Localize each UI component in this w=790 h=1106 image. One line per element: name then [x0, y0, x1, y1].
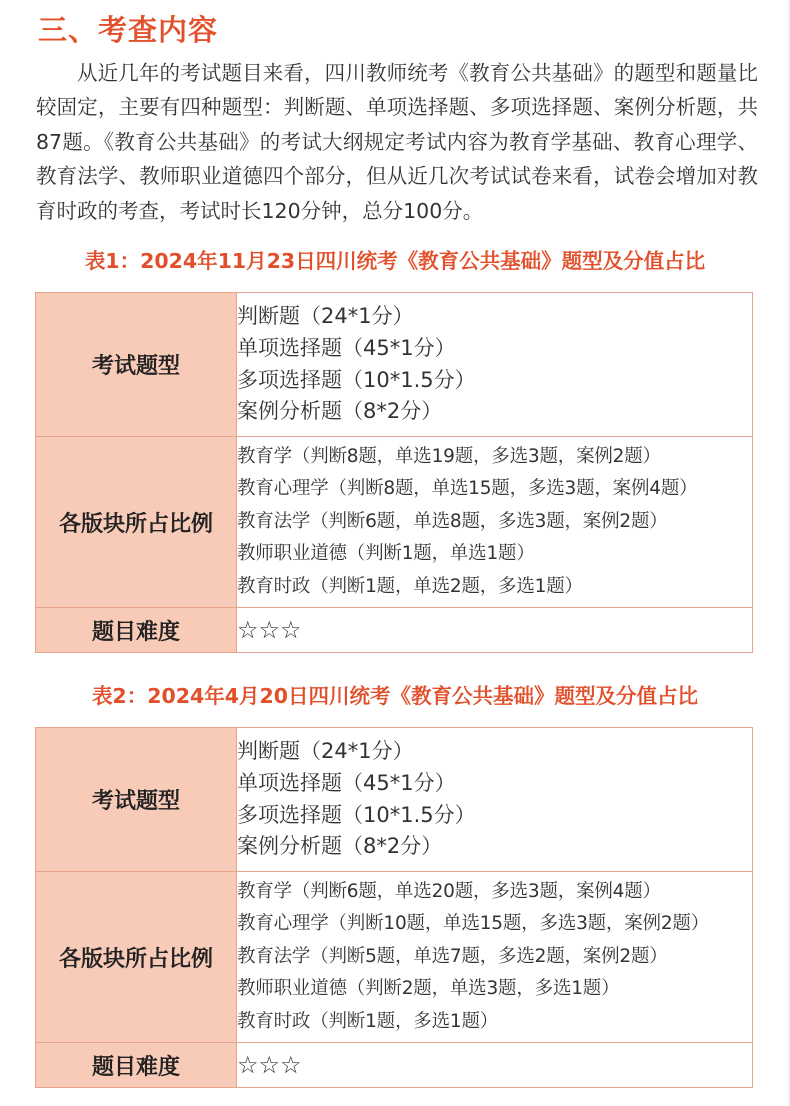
difficulty-stars: ☆☆☆	[237, 1051, 302, 1079]
list-item: 单项选择题（45*1分）	[237, 770, 456, 795]
section-title: 三、考查内容	[38, 13, 219, 47]
row-header-difficulty: 题目难度	[36, 608, 237, 653]
list-item: 判断题（24*1分）	[237, 739, 414, 764]
table-row	[36, 1043, 753, 1088]
question-types-cell	[237, 293, 753, 437]
sections-cell	[237, 437, 753, 608]
list-item: 教育学（判断6题，单选20题，多选3题，案例4题）	[237, 880, 661, 902]
list-item: 教育心理学（判断8题，单选15题，多选3题，案例4题）	[237, 478, 698, 500]
row-header-sections: 各版块所占比例	[36, 872, 237, 1043]
intro-paragraph	[36, 56, 758, 228]
table-2	[35, 727, 753, 1088]
table-2-caption: 表2：2024年4月20日四川统考《教育公共基础》题型及分值占比	[91, 684, 699, 708]
table-1	[35, 292, 753, 653]
difficulty-cell	[237, 1043, 753, 1088]
table-row	[36, 872, 753, 1043]
table-row	[36, 728, 753, 872]
row-header-question-types: 考试题型	[36, 293, 237, 437]
list-item: 判断题（24*1分）	[237, 304, 414, 329]
table-row	[36, 608, 753, 653]
list-item: 案例分析题（8*2分）	[237, 399, 443, 424]
question-types-cell	[237, 728, 753, 872]
list-item: 多项选择题（10*1.5分）	[237, 802, 476, 827]
difficulty-stars: ☆☆☆	[237, 616, 302, 644]
table-row	[36, 437, 753, 608]
difficulty-cell	[237, 608, 753, 653]
list-item: 教师职业道德（判断1题，单选1题）	[237, 543, 535, 565]
row-header-sections: 各版块所占比例	[36, 437, 237, 608]
list-item: 教育时政（判断1题，单选2题，多选1题）	[237, 575, 583, 597]
list-item: 案例分析题（8*2分）	[237, 834, 443, 859]
row-header-difficulty: 题目难度	[36, 1043, 237, 1088]
list-item: 教育法学（判断5题，单选7题，多选2题，案例2题）	[237, 945, 668, 967]
list-item: 多项选择题（10*1.5分）	[237, 367, 476, 392]
list-item: 教育学（判断8题，单选19题，多选3题，案例2题）	[237, 445, 661, 467]
sections-cell	[237, 872, 753, 1043]
list-item: 教育心理学（判断10题，单选15题，多选3题，案例2题）	[237, 913, 710, 935]
list-item: 教育法学（判断6题，单选8题，多选3题，案例2题）	[237, 510, 668, 532]
table-1-caption: 表1：2024年11月23日四川统考《教育公共基础》题型及分值占比	[84, 249, 706, 273]
list-item: 教师职业道德（判断2题，单选3题，多选1题）	[237, 978, 620, 1000]
table-row	[36, 293, 753, 437]
intro-text: 从近几年的考试题目来看，四川教师统考《教育公共基础》的题型和题量比较固定，主要有四种题型：判断题、单项选择题、多项选择题、案例分析题，共87题。《教育公共基础》的考试大纲规定考试内容为教育学基础、教育心理学、教育法学、教师职业道德四个部分，但从近几次考试试卷来看，试卷会增加对教育时政的考查，考试时长120分钟，总分100分。	[36, 61, 758, 223]
list-item: 教育时政（判断1题，多选1题）	[237, 1010, 499, 1032]
list-item: 单项选择题（45*1分）	[237, 335, 456, 360]
row-header-question-types: 考试题型	[36, 728, 237, 872]
